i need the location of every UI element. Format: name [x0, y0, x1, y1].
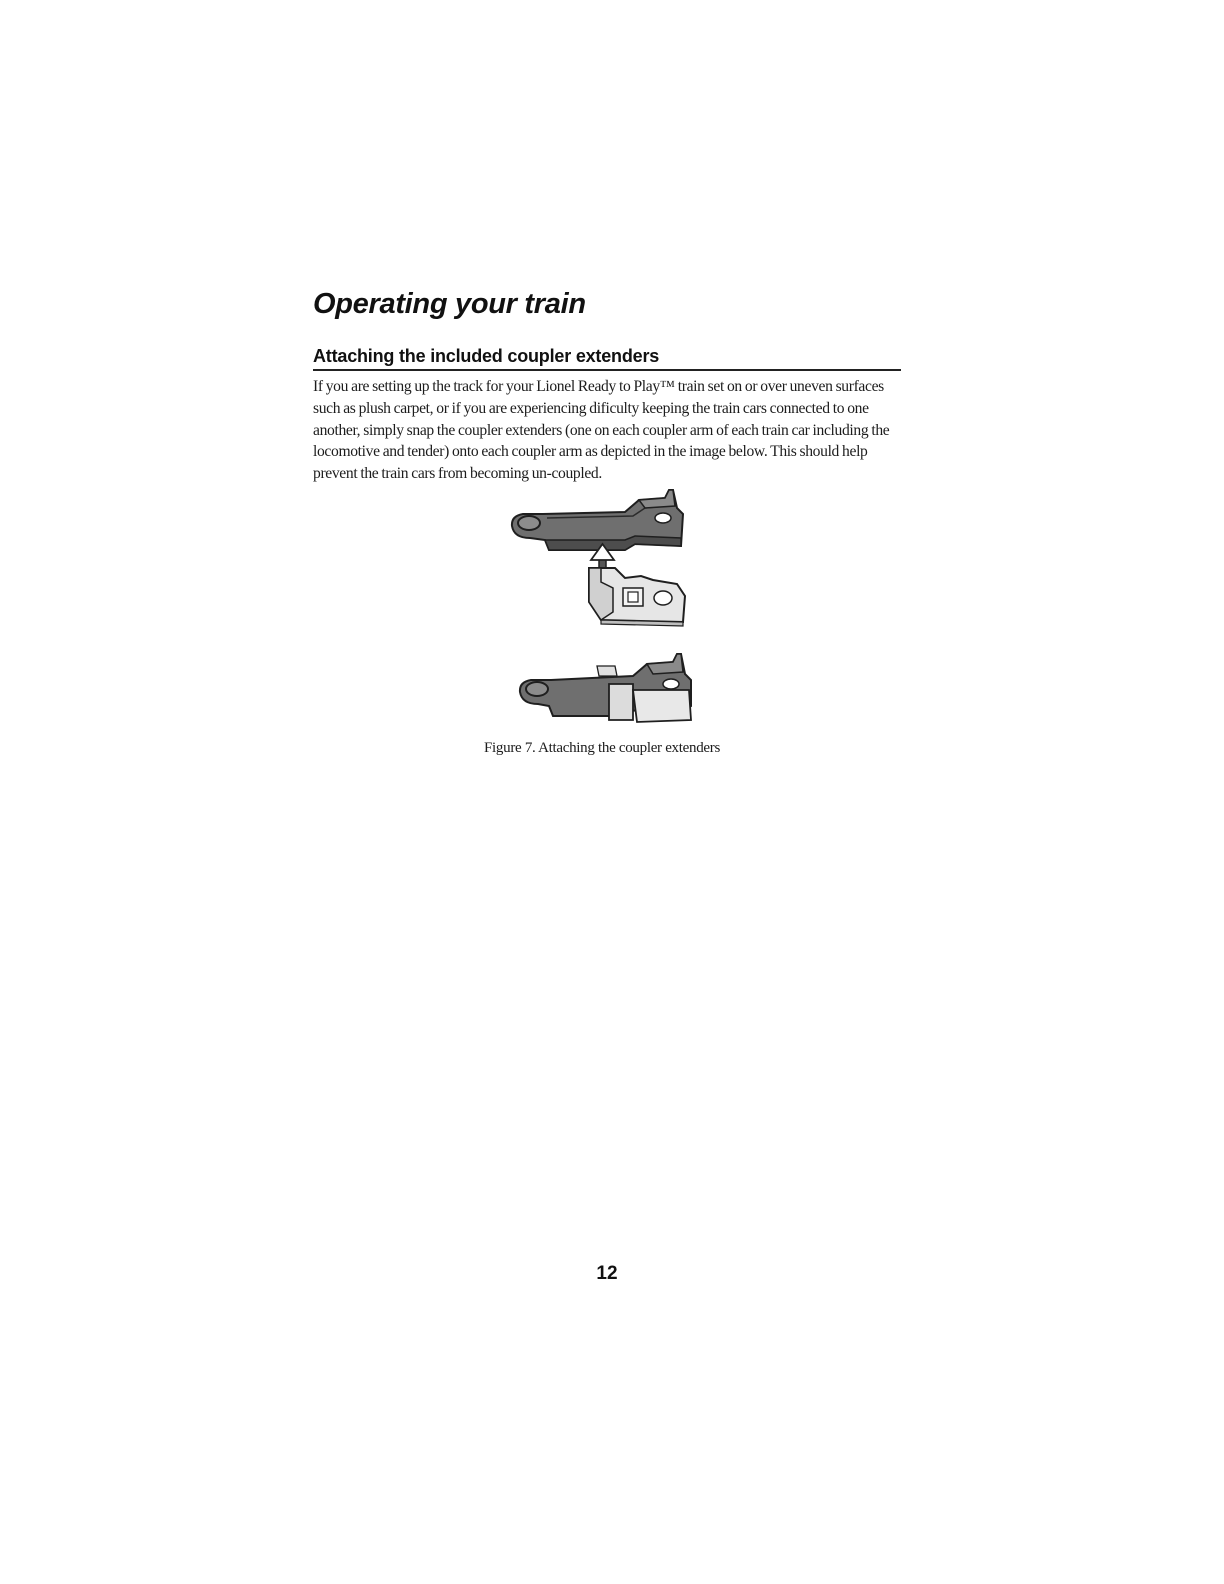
coupler-arm-top: [512, 490, 683, 550]
coupler-extender-illustration: [505, 484, 701, 730]
section-heading: Attaching the included coupler extenders: [313, 346, 660, 366]
page-number: 12: [596, 1263, 618, 1284]
heading-rule: [313, 369, 901, 371]
page-title: Operating your train: [313, 288, 586, 320]
coupler-extender-piece: [589, 568, 685, 626]
figure-caption: Figure 7. Attaching the coupler extenders: [484, 740, 720, 756]
coupler-assembled: [520, 654, 691, 722]
body-paragraph: If you are setting up the track for your Lionel Ready to Play™ train set on or over uneven surfaces such as plush carpet, or if you are experiencing dificulty keeping the train cars connected to one another, simply snap the coupler extenders (one on each coupler arm of each train car including the locomotive and tender) onto each coupler arm as depicted in the image below. This should help prevent the train cars from becoming un-coupled.: [313, 378, 890, 483]
